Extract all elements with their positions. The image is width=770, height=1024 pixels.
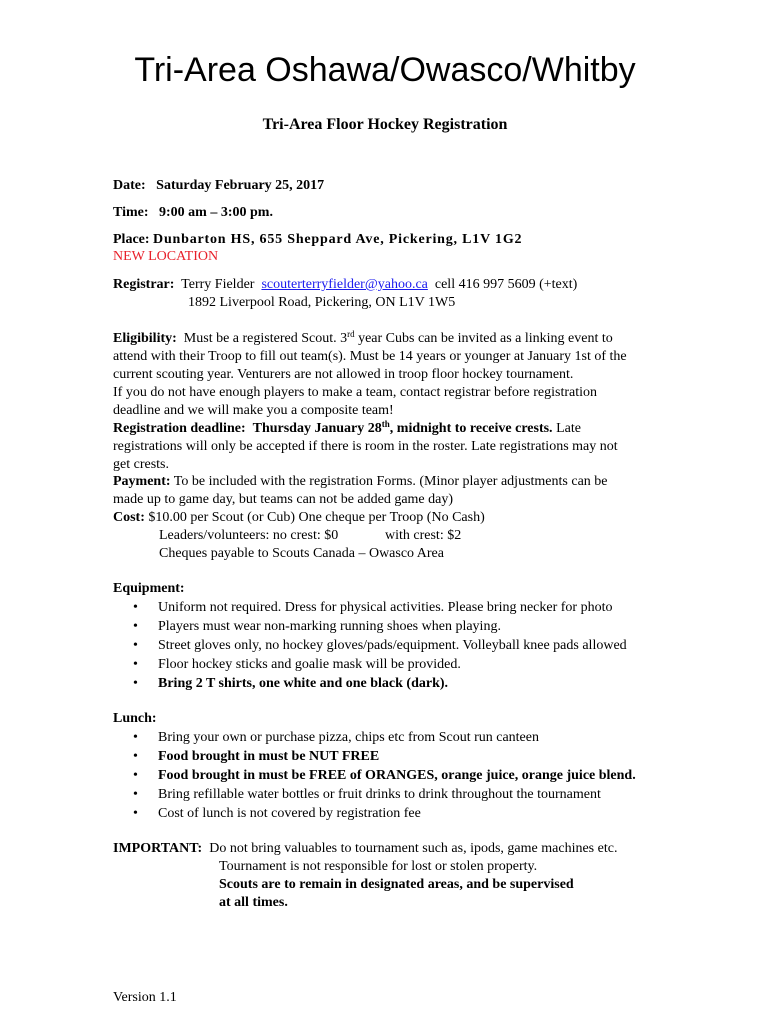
bullet-icon: • xyxy=(133,768,138,783)
important-text-1: Do not bring valuables to tournament such as, ipods, game machines etc. xyxy=(209,841,618,856)
new-location-note: NEW LOCATION xyxy=(113,249,219,264)
lunch-item: Bring your own or purchase pizza, chips etc from Scout run canteen xyxy=(158,730,539,745)
eligibility-line-1 xyxy=(113,330,613,348)
bullet-icon: • xyxy=(133,730,138,745)
registrar-email-link[interactable]: scouterterryfielder@yahoo.ca xyxy=(261,277,428,292)
bullet-icon: • xyxy=(133,619,138,634)
payment-line-1 xyxy=(113,473,608,491)
important-line-3: Scouts are to remain in designated areas, and be supervised xyxy=(219,877,574,892)
payment-label: Payment: xyxy=(113,474,171,489)
lunch-item: Cost of lunch is not covered by registration fee xyxy=(158,806,421,821)
lunch-heading: Lunch: xyxy=(113,711,157,726)
deadline-sup: th xyxy=(381,419,390,429)
cost-cheques-payable: Cheques payable to Scouts Canada – Owasco Area xyxy=(159,546,444,561)
cost-line-1 xyxy=(113,509,485,527)
time-line xyxy=(113,204,273,222)
equipment-item: Uniform not required. Dress for physical activities. Please bring necker for photo xyxy=(158,600,613,615)
lunch-item: Bring refillable water bottles or fruit drinks to drink throughout the tournament xyxy=(158,787,601,802)
eligibility-line-2: attend with their Troop to fill out team(s). Must be 14 years or younger at January 1st of the xyxy=(113,349,627,364)
place-label: Place: xyxy=(113,232,150,247)
time-label: Time: xyxy=(113,205,149,220)
place-value: Dunbarton HS, 655 Sheppard Ave, Pickering, L1V 1G2 xyxy=(153,232,523,247)
bullet-icon: • xyxy=(133,806,138,821)
deadline-line-3: get crests. xyxy=(113,457,169,472)
payment-text-1: To be included with the registration Forms. (Minor player adjustments can be xyxy=(170,474,608,489)
bullet-icon: • xyxy=(133,676,138,691)
document-title: Tri-Area Oshawa/Owasco/Whitby xyxy=(134,51,636,89)
deadline-line-1 xyxy=(113,420,581,438)
deadline-value-b: , midnight to receive crests. xyxy=(389,421,553,436)
equipment-heading: Equipment: xyxy=(113,581,185,596)
registrar-line xyxy=(113,276,577,294)
payment-line-2: made up to game day, but teams can not be added game day) xyxy=(113,492,454,507)
date-value: Saturday February 25, 2017 xyxy=(156,178,325,193)
deadline-late: Late xyxy=(552,421,581,436)
lunch-item: Food brought in must be FREE of ORANGES, orange juice, orange juice blend. xyxy=(158,768,636,783)
date-label: Date: xyxy=(113,178,146,193)
version-footer: Version 1.1 xyxy=(113,990,177,1005)
bullet-icon: • xyxy=(133,638,138,653)
eligibility-text-1b: year Cubs can be invited as a linking event to xyxy=(354,331,613,346)
date-line xyxy=(113,177,324,195)
cost-leaders-no-crest: Leaders/volunteers: no crest: $0 xyxy=(159,528,339,543)
registrar-label: Registrar: xyxy=(113,277,175,292)
eligibility-sup: rd xyxy=(347,329,355,339)
registrar-phone: cell 416 997 5609 (+text) xyxy=(434,277,578,292)
equipment-item: Players must wear non-marking running shoes when playing. xyxy=(158,619,501,634)
registrar-name: Terry Fielder xyxy=(181,277,255,292)
cost-label: Cost: xyxy=(113,510,145,525)
cost-leaders-with-crest: with crest: $2 xyxy=(385,528,462,543)
important-line-2: Tournament is not responsible for lost or stolen property. xyxy=(219,859,538,874)
eligibility-label: Eligibility: xyxy=(113,331,177,346)
lunch-item: Food brought in must be NUT FREE xyxy=(158,749,380,764)
bullet-icon: • xyxy=(133,657,138,672)
bullet-icon: • xyxy=(133,787,138,802)
important-label: IMPORTANT: xyxy=(113,841,203,856)
place-line xyxy=(113,231,522,249)
important-line-4: at all times. xyxy=(219,895,288,910)
eligibility-line-4: If you do not have enough players to make a team, contact registrar before registration xyxy=(113,385,597,400)
deadline-value-a: Thursday January 28 xyxy=(252,421,382,436)
bullet-icon: • xyxy=(133,600,138,615)
equipment-item: Bring 2 T shirts, one white and one black (dark). xyxy=(158,676,449,691)
bullet-icon: • xyxy=(133,749,138,764)
time-value: 9:00 am – 3:00 pm. xyxy=(159,205,273,220)
important-line-1 xyxy=(113,840,617,858)
registrar-address: 1892 Liverpool Road, Pickering, ON L1V 1W5 xyxy=(188,295,456,310)
eligibility-line-5: deadline and we will make you a composite team! xyxy=(113,403,394,418)
eligibility-text-1a: Must be a registered Scout. 3 xyxy=(183,331,348,346)
eligibility-line-3: current scouting year. Venturers are not allowed in troop floor hockey tournament. xyxy=(113,367,574,382)
deadline-line-2: registrations will only be accepted if there is room in the roster. Late registrations may not xyxy=(113,439,618,454)
cost-text-1: $10.00 per Scout (or Cub) One cheque per Troop (No Cash) xyxy=(144,510,485,525)
deadline-label: Registration deadline: xyxy=(113,421,246,436)
equipment-item: Street gloves only, no hockey gloves/pads/equipment. Volleyball knee pads allowed xyxy=(158,638,627,653)
document-subtitle: Tri-Area Floor Hockey Registration xyxy=(262,116,508,133)
equipment-item: Floor hockey sticks and goalie mask will be provided. xyxy=(158,657,461,672)
